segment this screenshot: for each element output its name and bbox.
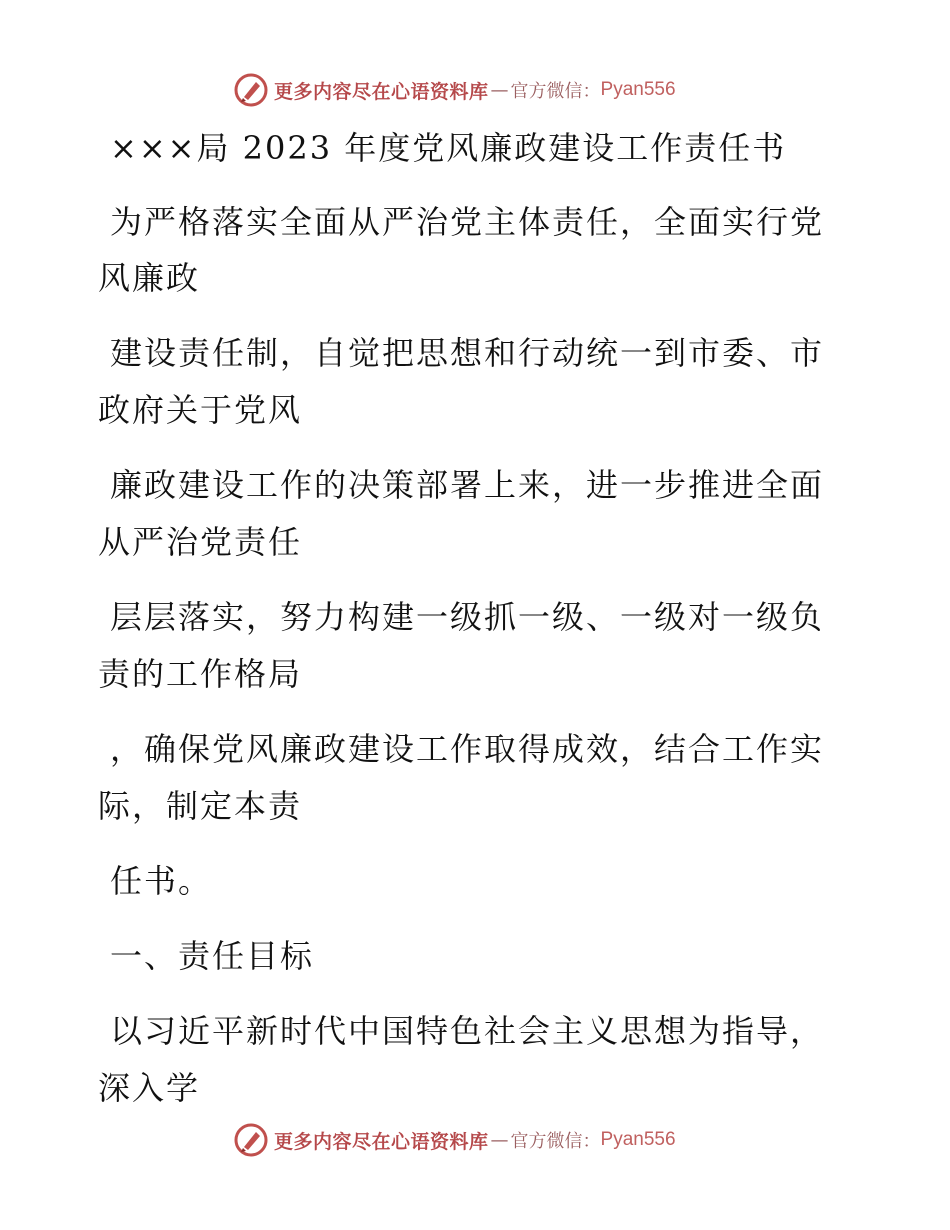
watermark-text: 更多内容尽在心语资料库 (274, 1130, 489, 1153)
paragraph-line: 际，制定本责 (98, 787, 303, 825)
paragraph-line: 以习近平新时代中国特色社会主义思想为指导， (110, 1012, 825, 1050)
section-heading: 一、责任目标 (110, 937, 315, 975)
paragraph-line: 任书。 (110, 862, 213, 900)
header-watermark (234, 72, 676, 108)
paragraph-line: 层层落实，努力构建一级抓一级、一级对一级负 (110, 598, 825, 636)
paragraph-line: 深入学 (98, 1069, 201, 1107)
watermark-dash: — (490, 1129, 509, 1151)
watermark-text: 更多内容尽在心语资料库 (274, 80, 489, 103)
paragraph-line: 从严治党责任 (98, 523, 303, 561)
paragraph-line: 政府关于党风 (98, 391, 303, 429)
paragraph-line: 建设责任制，自觉把思想和行动统一到市委、市 (110, 334, 825, 372)
watermark-contact-label: 官方微信： (510, 1131, 601, 1152)
watermark-contact-label: 官方微信： (510, 81, 601, 102)
pen-logo-icon (234, 1123, 268, 1157)
paragraph-line: 责的工作格局 (98, 655, 303, 693)
watermark-contact-id: Pyan556 (600, 79, 676, 100)
watermark-contact-id: Pyan556 (600, 1129, 676, 1150)
paragraph-line: 廉政建设工作的决策部署上来，进一步推进全面 (110, 466, 825, 504)
paragraph-line: 为严格落实全面从严治党主体责任，全面实行党 (110, 203, 825, 241)
document-title: ×××局 2023 年度党风廉政建设工作责任书 (110, 129, 787, 167)
footer-watermark (234, 1122, 676, 1158)
paragraph-line: ，确保党风廉政建设工作取得成效，结合工作实 (110, 730, 825, 768)
watermark-dash: — (490, 79, 509, 101)
paragraph-line: 风廉政 (98, 259, 201, 297)
pen-logo-icon (234, 73, 268, 107)
